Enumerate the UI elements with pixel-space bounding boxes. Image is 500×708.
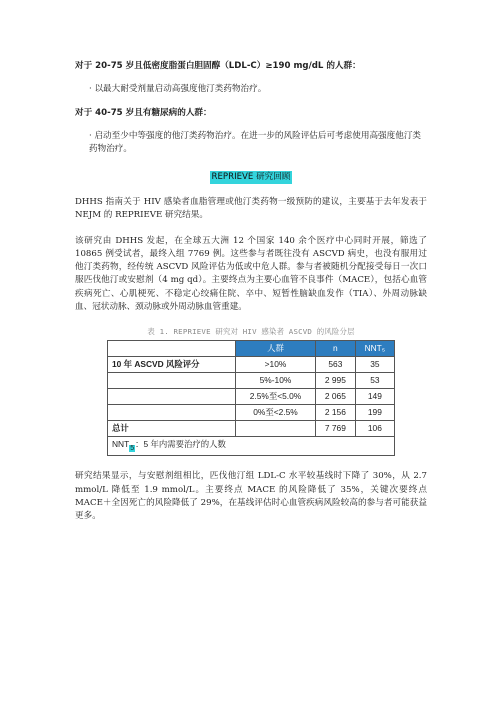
table-cell-n: 2 995 (316, 372, 356, 388)
table-cell-group: 0%至<2.5% (235, 404, 315, 420)
table-cell-n: 563 (316, 356, 356, 372)
results-paragraph: 研究结果显示，与安慰剂组相比，匹伐他汀组 LDL-C 水平较基线时下降了 30%，从 2.7 mmol/L 降低至 1.9 mmol/L。主要终点 MACE 的风险降低了 35%，关键次要终点 MACE＋全因死亡的风险降低了 29%，在基线评估时心血管疾病风险较高的参与者可能获益更多。 (75, 471, 427, 522)
review-intro: DHHS 指南关于 HIV 感染者血脂管理或他汀类药物一级预防的建议，主要基于去年发表于 NEJM 的 REPRIEVE 研究结果。 (75, 196, 427, 221)
review-body: 该研究由 DHHS 发起，在全球五大洲 12 个国家 140 余个医疗中心同时开展，筛选了 10865 例受试者，最终入组 7769 例。这些参与者既往没有 ASCVD 病史，也没有服用过他汀类药物，经传统 ASCVD 风险评估为低或中危人群。参与者被随机分配接受每日一次口服匹伐他汀或安慰剂（4 mg qd）。主要终点为主要心血管不良事件（MACE），包括心血管疾病死亡、心肌梗死、不稳定心绞痛住院、卒中、短暂性脑缺血发作（TIA）、外周动脉缺血、冠状动脉、颈动脉或外周动脉血管重建。 (75, 235, 427, 313)
table-cell-empty (108, 404, 236, 420)
footnote-nnt: NNT (112, 438, 130, 449)
table-total-row (108, 420, 395, 436)
table-cell-empty (108, 388, 236, 404)
risk-table (107, 340, 395, 457)
table-header-n: n (316, 340, 356, 356)
table-cell-group: 5%-10% (235, 372, 315, 388)
table-cell-n: 2 065 (316, 388, 356, 404)
bullet-diabetes: · 启动至少中等强度的他汀类药物治疗。在进一步的风险评估后可考虑使用高强度他汀类药物治疗。 (89, 130, 422, 155)
table-cell-nnt: 199 (355, 404, 394, 420)
table-caption: 表 1. REPRIEVE 研究对 HIV 感染者 ASCVD 的风险分层 (147, 327, 355, 337)
table-header-blank (108, 340, 236, 356)
footnote-text: ：5 年内需要治疗的人数 (135, 438, 226, 449)
table-header-nnt: NNT₅ (355, 340, 394, 356)
table-cell-nnt: 35 (355, 356, 394, 372)
table-cell-empty (108, 372, 236, 388)
section-heading-diabetes: 对于 40-75 岁且有糖尿病的人群： (75, 107, 212, 118)
review-title-wrap (75, 171, 427, 184)
footnote-nnt-sub: 5 (130, 444, 135, 452)
table-row (108, 372, 395, 388)
table-footnote (108, 436, 395, 456)
table-footnote-row (108, 436, 395, 456)
table-cell-n: 2 156 (316, 404, 356, 420)
table-cell-empty (235, 420, 315, 436)
table-total-n: 7 769 (316, 420, 356, 436)
table-header-row (108, 340, 395, 356)
bullet-ldl: · 以最大耐受剂量启动高强度他汀类药物治疗。 (89, 84, 267, 95)
table-row (108, 356, 395, 372)
table-cell-group: 2.5%至<5.0% (235, 388, 315, 404)
table-header-group: 人群 (235, 340, 315, 356)
table-cell-group: >10% (235, 356, 315, 372)
table-row (108, 388, 395, 404)
table-total-nnt: 106 (355, 420, 394, 436)
table-cell-nnt: 149 (355, 388, 394, 404)
review-title: REPRIEVE 研究回顾 (210, 171, 293, 184)
table-block (75, 326, 427, 456)
document-page (75, 60, 427, 524)
table-row-label: 10 年 ASCVD 风险评分 (108, 356, 236, 372)
section-heading-ldl: 对于 20-75 岁且低密度脂蛋白胆固醇（LDL-C）≥190 mg/dL 的人群： (75, 61, 361, 71)
table-total-label: 总计 (108, 420, 236, 436)
table-row (108, 404, 395, 420)
table-cell-nnt: 53 (355, 372, 394, 388)
